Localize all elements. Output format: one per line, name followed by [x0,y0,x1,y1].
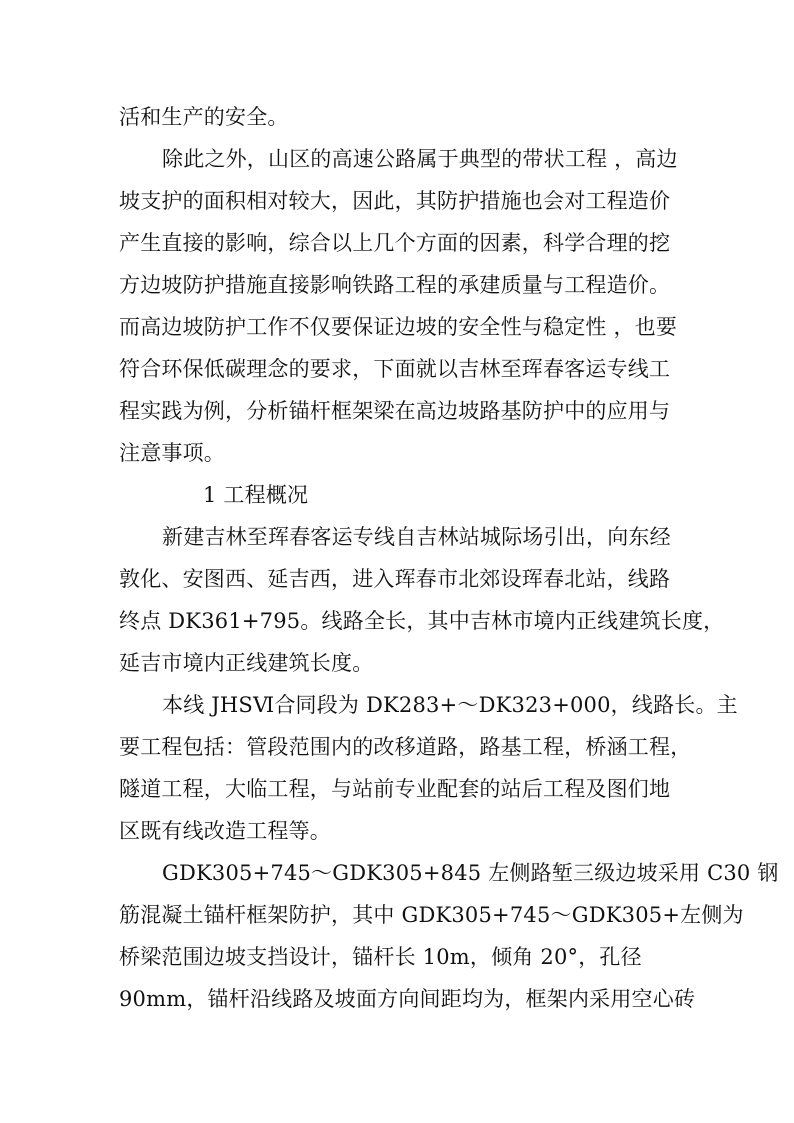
text-line: 除此之外，山区的高速公路属于典型的带状工程 ，高边 [162,147,678,171]
text-line: 敦化、安图西、延吉西，进入珲春市北郊设珲春北站，线路 [119,567,671,591]
text-line: 桥梁范围边坡支挡设计，锚杆长 10m，倾角 20°，孔径 [119,945,642,969]
text-line: 隧道工程，大临工程，与站前专业配套的站后工程及图们地 [119,777,671,801]
text-line: 注意事项。 [119,441,225,465]
text-line: 本线 JHSⅥ合同段为 DK283+～DK323+000，线路长。主 [162,693,738,717]
text-line: 新建吉林至珲春客运专线自吉林站城际场引出，向东经 [162,525,671,549]
text-line: 终点 DK361+795。线路全长，其中吉林市境内正线建筑长度， [119,609,725,633]
section-heading: 1 工程概况 [203,483,309,507]
text-line: 程实践为例，分析锚杆框架梁在高边坡路基防护中的应用与 [119,399,671,423]
text-line: 延吉市境内正线建筑长度。 [119,651,374,675]
text-line: GDK305+745～GDK305+845 左侧路堑三级边坡采用 C30 钢 [162,861,779,885]
text-line: 产生直接的影响，综合以上几个方面的因素，科学合理的挖 [119,231,671,255]
text-line: 而高边坡防护工作不仅要保证边坡的安全性与稳定性 ，也要 [119,315,678,339]
text-line: 活和生产的安全。 [119,105,289,129]
text-line: 坡支护的面积相对较大，因此，其防护措施也会对工程造价 [119,189,671,213]
text-line: 要工程包括：管段范围内的改移道路，路基工程，桥涵工程， [119,735,692,759]
text-line: 90mm，锚杆沿线路及坡面方向间距均为，框架内采用空心砖 [119,987,696,1011]
text-line: 区既有线改造工程等。 [119,819,331,843]
text-line: 方边坡防护措施直接影响铁路工程的承建质量与工程造价。 [119,273,671,297]
text-line: 筋混凝土锚杆框架防护，其中 GDK305+745～GDK305+左侧为 [119,903,744,927]
text-line: 符合环保低碳理念的要求，下面就以吉林至珲春客运专线工 [119,357,671,381]
